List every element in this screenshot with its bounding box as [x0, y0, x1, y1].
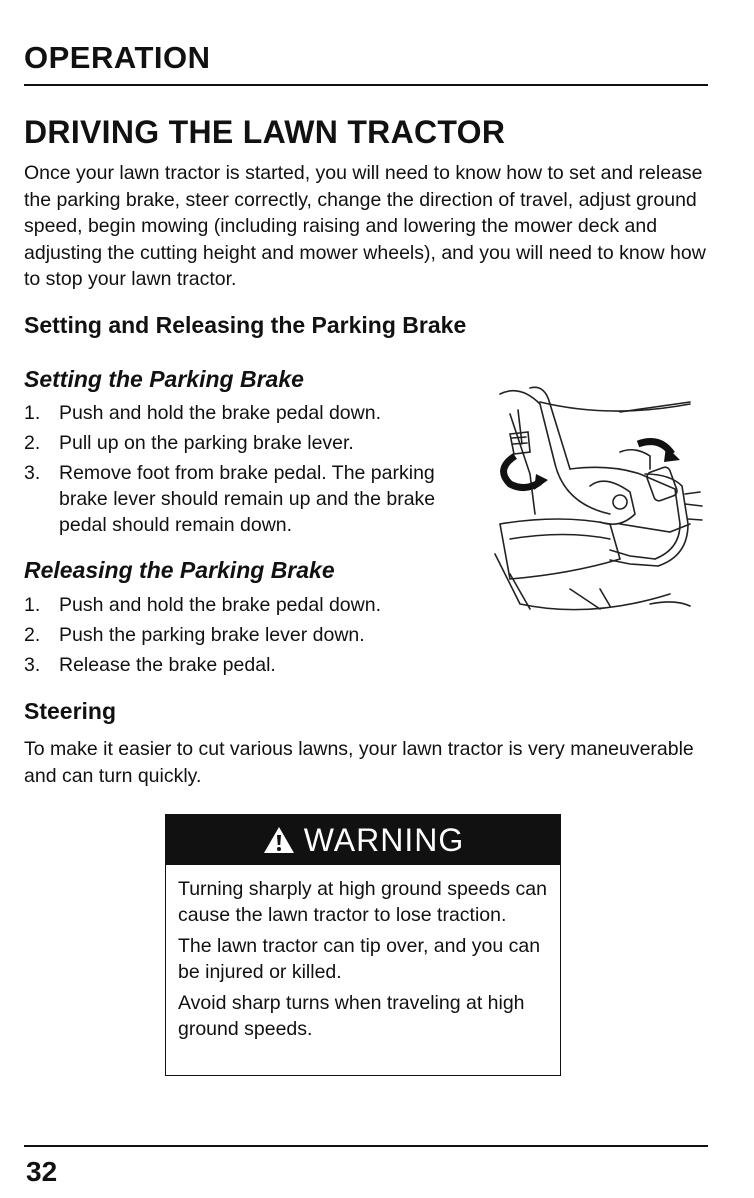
section-title: OPERATION	[24, 40, 211, 75]
parking-brake-lever-illustration	[470, 374, 710, 624]
bottom-divider	[24, 1145, 708, 1147]
warning-paragraph: Turning sharply at high ground speeds can cause the lawn tractor to lose traction.	[178, 878, 547, 926]
warning-triangle-icon	[262, 825, 296, 855]
list-item: 1. Push and hold the brake pedal down.	[24, 402, 381, 424]
warning-paragraph: Avoid sharp turns when traveling at high ground speeds.	[178, 992, 525, 1040]
page-heading: DRIVING THE LAWN TRACTOR	[24, 114, 506, 150]
intro-paragraph: Once your lawn tractor is started, you will need to know how to set and release the parking brake, steer correctly, change the direction of travel, adjust ground speed, begin mowing (including raising and lowering the mower deck and adjusting the cutting height and mower wheels), and you will need to know how to stop your lawn tractor.	[24, 162, 706, 290]
setting-brake-heading: Setting the Parking Brake	[24, 366, 304, 392]
steering-paragraph: To make it easier to cut various lawns, your lawn tractor is very maneuverable and can turn quickly.	[24, 738, 694, 787]
list-item: 1. Push and hold the brake pedal down.	[24, 594, 381, 616]
warning-box	[165, 814, 561, 1076]
list-item: 2. Push the parking brake lever down.	[24, 624, 365, 646]
top-divider	[24, 84, 708, 86]
list-item: 2. Pull up on the parking brake lever.	[24, 432, 354, 454]
releasing-brake-steps	[24, 592, 484, 682]
page-number: 32	[26, 1156, 58, 1187]
setting-brake-steps	[24, 400, 484, 542]
warning-header	[166, 815, 560, 865]
steering-heading: Steering	[24, 698, 117, 724]
parking-brake-heading: Setting and Releasing the Parking Brake	[24, 312, 467, 338]
list-item: 3. Remove foot from brake pedal. The parking brake lever should remain up and the brake pedal should remain down.	[24, 462, 436, 536]
list-item: 3. Release the brake pedal.	[24, 654, 276, 676]
warning-paragraph: The lawn tractor can tip over, and you can be injured or killed.	[178, 935, 541, 983]
warning-title: WARNING	[303, 821, 465, 858]
releasing-brake-heading: Releasing the Parking Brake	[24, 557, 335, 583]
warning-body	[166, 865, 560, 1042]
